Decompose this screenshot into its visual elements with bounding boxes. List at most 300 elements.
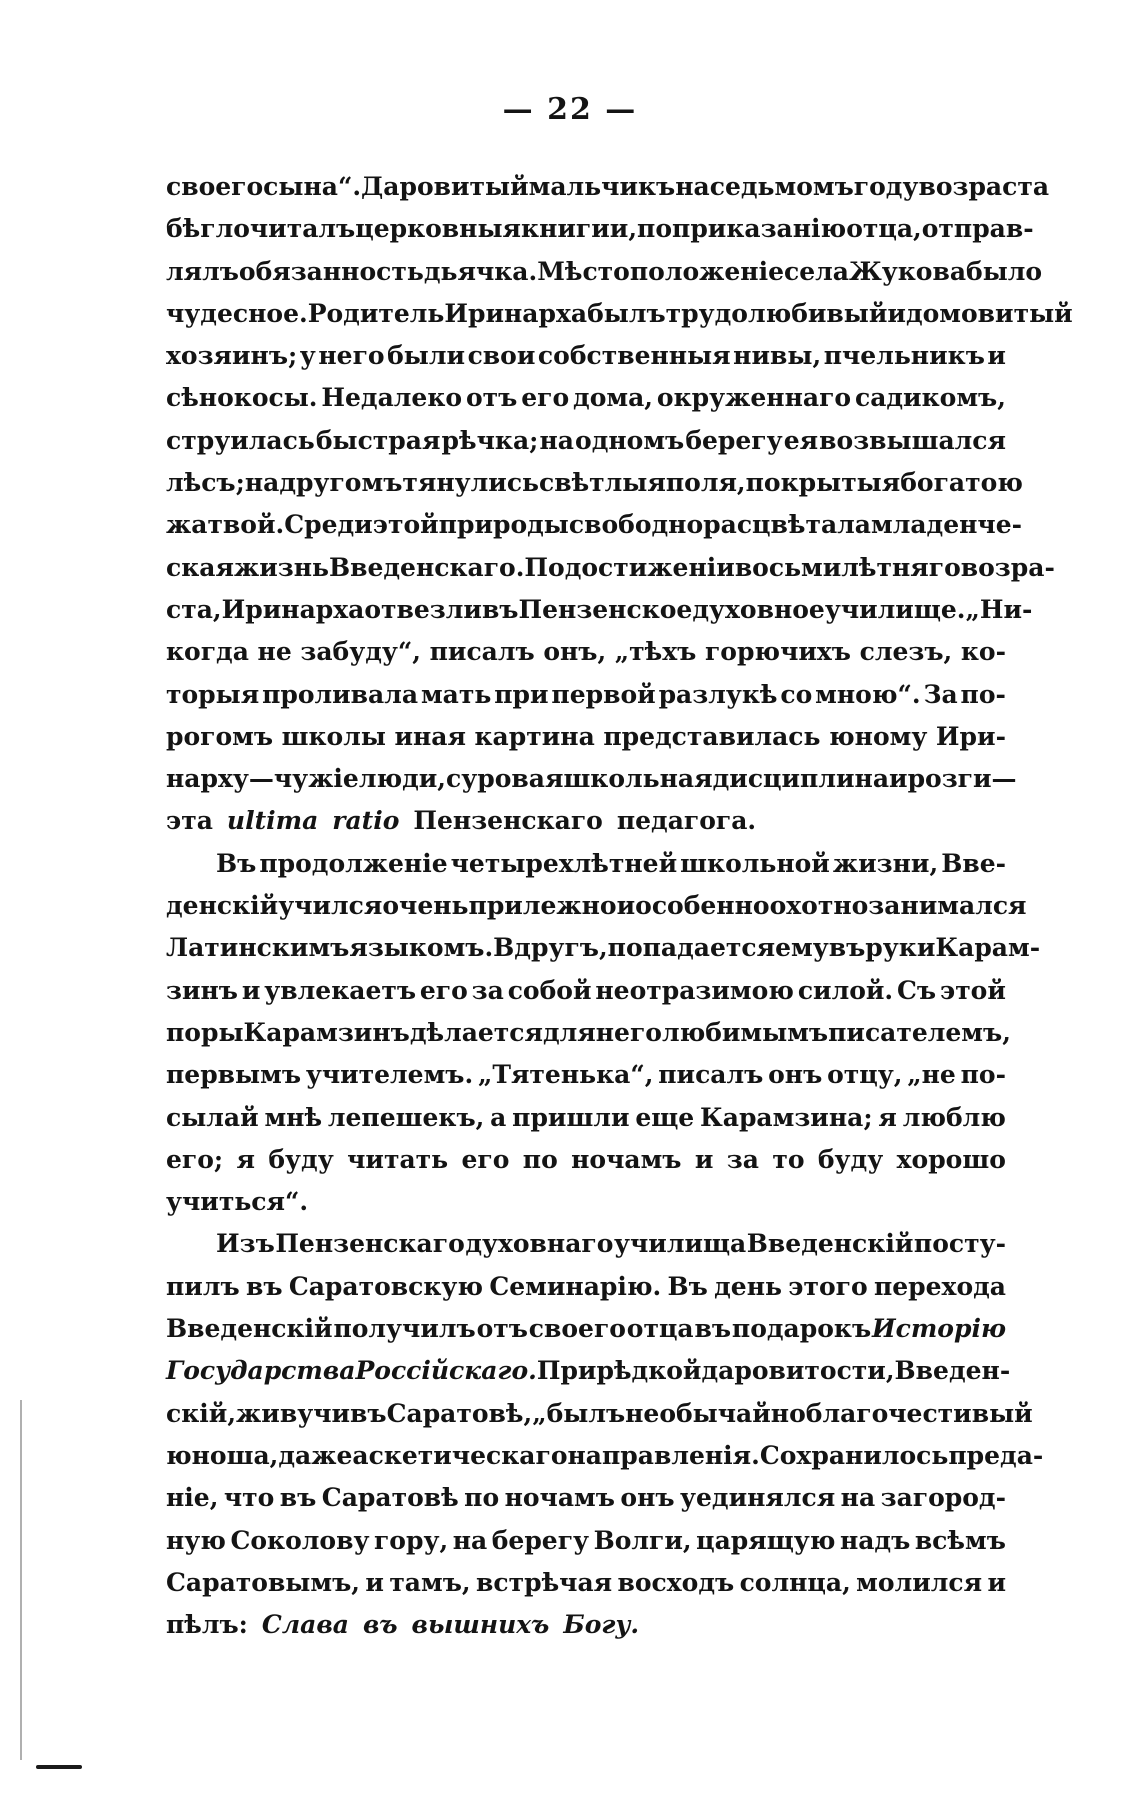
word: въ xyxy=(362,1610,398,1640)
word: Пензенское xyxy=(518,594,693,624)
word: юноша, xyxy=(166,1440,279,1470)
word: по- xyxy=(960,679,1006,709)
text-line xyxy=(166,547,1055,589)
word: читать xyxy=(347,1144,449,1174)
word: въ xyxy=(828,933,866,963)
word: загород- xyxy=(880,1483,1006,1513)
word: дѣлается xyxy=(409,1017,543,1047)
word: что xyxy=(223,1483,275,1513)
text-line xyxy=(166,1012,1011,1054)
word: лепешекъ, xyxy=(327,1102,485,1132)
word: преда- xyxy=(948,1440,1044,1470)
word: струилась xyxy=(166,425,315,455)
word: ночамъ xyxy=(504,1483,615,1513)
word: онъ xyxy=(620,1483,675,1513)
word: на xyxy=(840,1483,876,1513)
word: окруженнаго xyxy=(656,383,852,413)
word: церковныя xyxy=(355,214,522,244)
word: него xyxy=(595,1017,662,1047)
word: села xyxy=(783,256,849,286)
word: по xyxy=(464,1483,500,1513)
word: получилъ xyxy=(333,1314,476,1344)
word: его; xyxy=(166,1144,224,1174)
word: не xyxy=(257,637,292,667)
word: Иринарха xyxy=(221,594,365,624)
word: хозяинъ; xyxy=(166,341,298,371)
text-line xyxy=(166,1562,1006,1604)
word: Ири- xyxy=(935,721,1006,751)
word: Мѣстоположеніе xyxy=(537,256,784,286)
word: Съ xyxy=(897,975,937,1005)
word: его xyxy=(461,1144,510,1174)
word: быстрая xyxy=(315,425,441,455)
word: денскій xyxy=(166,891,279,921)
word: Саратовскую xyxy=(288,1271,484,1301)
word: первымъ xyxy=(166,1060,302,1090)
word: возра- xyxy=(960,552,1055,582)
word: писалъ xyxy=(429,637,535,667)
word: поры xyxy=(166,1017,244,1047)
word: отъ xyxy=(465,383,518,413)
word: у xyxy=(299,341,316,371)
text-line xyxy=(166,589,1033,631)
word: ночамъ xyxy=(571,1144,682,1174)
word: со xyxy=(780,679,813,709)
word: перехода xyxy=(873,1271,1006,1301)
word: ста, xyxy=(166,594,222,624)
text-line xyxy=(166,293,1073,335)
word: приказанію xyxy=(672,214,847,244)
word: въ xyxy=(245,1271,283,1301)
word: вышнихъ xyxy=(411,1610,550,1640)
word: Саратовымъ, xyxy=(166,1567,360,1597)
word: этого xyxy=(788,1271,868,1301)
word: Введен- xyxy=(894,1356,1011,1386)
word: Богу. xyxy=(563,1610,640,1640)
word: зинъ xyxy=(166,975,238,1005)
word: садикомъ, xyxy=(854,383,1006,413)
word: книги xyxy=(521,214,610,244)
word: „Ни- xyxy=(965,594,1033,624)
word: учиться“. xyxy=(166,1187,309,1217)
word: отца xyxy=(626,1314,694,1344)
word: нарху—чужіе xyxy=(166,764,359,794)
word: и xyxy=(616,891,636,921)
text-line xyxy=(166,166,1050,208)
word: за xyxy=(726,1144,759,1174)
word: особенно xyxy=(635,891,770,921)
word: его xyxy=(521,383,570,413)
word: подарокъ xyxy=(731,1314,872,1344)
word: Карам- xyxy=(935,933,1041,963)
word: посту- xyxy=(913,1229,1006,1259)
word: солнца, xyxy=(739,1567,851,1597)
word: Государства xyxy=(166,1356,356,1386)
word: жатвой. xyxy=(166,510,285,540)
word: Введенскій xyxy=(166,1314,333,1344)
word: за xyxy=(471,975,504,1005)
word: Среди xyxy=(284,510,373,540)
paragraph-2 xyxy=(166,843,1041,1224)
text-line xyxy=(166,1350,1011,1392)
word: буду xyxy=(268,1144,334,1174)
word: одномъ xyxy=(575,425,685,455)
word: Недалеко xyxy=(321,383,463,413)
word: Соколову xyxy=(230,1525,370,1555)
word: училище. xyxy=(824,594,966,624)
word: свѣтлыя xyxy=(539,468,666,498)
word: въ xyxy=(481,594,519,624)
text-line xyxy=(166,1435,1044,1477)
word: „тѣхъ xyxy=(614,637,697,667)
word: онъ xyxy=(768,1060,823,1090)
word: силой. xyxy=(797,975,894,1005)
word: въ xyxy=(279,1483,317,1513)
text-line xyxy=(166,1139,1006,1181)
text-line xyxy=(166,758,1017,800)
word: Вдругъ, xyxy=(493,933,608,963)
word: По xyxy=(524,552,565,582)
page-number: — 22 — xyxy=(502,92,638,127)
word: „Тятенька“, xyxy=(477,1060,654,1090)
paragraph-3 xyxy=(166,1223,1044,1646)
word: своего xyxy=(166,172,264,201)
word: аскетическаго xyxy=(352,1440,568,1470)
word: мальчикъ xyxy=(528,172,676,201)
word: было xyxy=(966,256,1043,286)
word: скій, xyxy=(166,1398,237,1428)
word: Пензенскаго xyxy=(413,806,603,836)
word: Латинскимъ xyxy=(166,933,350,963)
word: Саратовѣ, xyxy=(386,1398,533,1428)
word: ская xyxy=(166,552,234,582)
word: языкомъ. xyxy=(349,933,494,963)
word: ея xyxy=(783,425,819,455)
word: восходъ xyxy=(617,1567,735,1597)
word: мною“. xyxy=(815,679,921,709)
text-line xyxy=(166,1181,1006,1223)
word: чудесное. xyxy=(166,298,308,328)
word: учителемъ. xyxy=(305,1060,474,1090)
word: отцу, xyxy=(827,1060,903,1090)
word: свои xyxy=(467,341,536,371)
word: Въ xyxy=(216,848,257,878)
word: первой xyxy=(551,679,656,709)
word: пѣлъ: xyxy=(166,1610,248,1640)
word: сѣнокосы. xyxy=(166,383,318,413)
word: рогомъ xyxy=(166,721,274,751)
word: „былъ xyxy=(532,1398,626,1428)
text-line xyxy=(166,1308,1006,1350)
word: я xyxy=(236,1144,255,1174)
edge-mark xyxy=(36,1765,82,1769)
text-line xyxy=(166,716,1006,758)
word: представилась xyxy=(603,721,821,751)
word: Даровитый xyxy=(361,172,529,201)
text-line xyxy=(166,1477,1006,1519)
word: даровитости, xyxy=(701,1356,895,1386)
word: надъ xyxy=(839,1525,911,1555)
word: Волги, xyxy=(593,1525,692,1555)
word: школьной xyxy=(680,848,830,878)
text-line xyxy=(166,420,1006,462)
word: Россійскаго. xyxy=(355,1356,537,1386)
word: на xyxy=(539,425,574,455)
paragraph-1 xyxy=(166,166,1073,843)
word: а xyxy=(490,1102,507,1132)
word: направленія. xyxy=(567,1440,760,1470)
text-line xyxy=(166,1223,1006,1265)
word: попадается xyxy=(607,933,776,963)
word: младенче- xyxy=(870,510,1022,540)
text-line xyxy=(166,800,1006,842)
word: Введенскаго. xyxy=(328,552,525,582)
word: живучи xyxy=(236,1398,351,1428)
word: году xyxy=(853,172,919,201)
word: мнѣ xyxy=(264,1102,323,1132)
word: хорошо xyxy=(896,1144,1006,1174)
word: Введенскій xyxy=(746,1229,914,1259)
text-line xyxy=(166,1604,1006,1646)
word: когда xyxy=(166,637,249,667)
word: по- xyxy=(960,1060,1006,1090)
word: Семинарію. xyxy=(489,1271,662,1301)
text-line xyxy=(166,843,1006,885)
word: я xyxy=(878,1102,897,1132)
word: При xyxy=(536,1356,597,1386)
word: Слава xyxy=(261,1610,349,1640)
word: онъ, xyxy=(543,637,607,667)
word: и xyxy=(365,1567,384,1597)
word: Изъ xyxy=(216,1229,275,1259)
word: него xyxy=(318,341,385,371)
word: писателемъ, xyxy=(828,1017,1011,1047)
word: отправ- xyxy=(921,214,1034,244)
word: занимался xyxy=(868,891,1027,921)
word: на xyxy=(675,172,710,201)
word: покрытыя xyxy=(745,468,901,498)
word: очень xyxy=(382,891,469,921)
word: Карамзина; xyxy=(700,1102,873,1132)
word: нивы, xyxy=(733,341,822,371)
word: руки xyxy=(865,933,936,963)
word: обязанность xyxy=(238,256,424,286)
word: по xyxy=(637,214,673,244)
word: дисциплина xyxy=(712,764,890,794)
word: „не xyxy=(907,1060,956,1090)
word: и xyxy=(987,1567,1006,1597)
word: то xyxy=(772,1144,805,1174)
word: тянулись xyxy=(402,468,540,498)
word: Жукова xyxy=(848,256,967,286)
page-gutter-line xyxy=(20,1400,22,1760)
word: мать xyxy=(420,679,492,709)
word: Пензенскаго xyxy=(275,1229,465,1259)
word: этой xyxy=(939,975,1006,1005)
word: отъ xyxy=(476,1314,528,1344)
body-text xyxy=(166,166,1073,1646)
word: дьячка. xyxy=(423,256,538,286)
word: ultima xyxy=(226,806,319,836)
text-line xyxy=(166,251,1043,293)
word: читалъ xyxy=(249,214,356,244)
word: картина xyxy=(474,721,595,751)
word: разлукѣ xyxy=(658,679,778,709)
word: гору, xyxy=(373,1525,449,1555)
word: Карамзинъ xyxy=(243,1017,410,1047)
word: эта xyxy=(166,806,213,836)
word: пчельникъ xyxy=(823,341,985,371)
word: его xyxy=(419,975,468,1005)
word: ratio xyxy=(332,806,400,836)
word: и xyxy=(887,298,906,328)
word: былъ xyxy=(587,298,666,328)
word: суровая xyxy=(446,764,564,794)
word: Сохранилось xyxy=(759,1440,949,1470)
text-line xyxy=(166,970,1006,1012)
word: люди, xyxy=(358,764,447,794)
word: Исторію xyxy=(872,1314,1006,1344)
word: на xyxy=(452,1525,488,1555)
word: даже xyxy=(278,1440,353,1470)
word: этой xyxy=(372,510,439,540)
word: свободно xyxy=(568,510,704,540)
word: молился xyxy=(856,1567,983,1597)
word: ему xyxy=(775,933,829,963)
word: Иринарха xyxy=(444,298,588,328)
word: день xyxy=(714,1271,782,1301)
text-line xyxy=(166,631,1006,673)
word: училища xyxy=(613,1229,747,1259)
word: поля, xyxy=(665,468,746,498)
word: уединялся xyxy=(680,1483,836,1513)
word: собственныя xyxy=(537,341,731,371)
word: трудолюбивый xyxy=(665,298,888,328)
word: прилежно xyxy=(468,891,617,921)
text-line xyxy=(166,1097,1006,1139)
word: домовитый xyxy=(905,298,1073,328)
text-line xyxy=(166,335,1006,377)
word: пилъ xyxy=(166,1271,240,1301)
word: За xyxy=(923,679,958,709)
word: писалъ xyxy=(658,1060,764,1090)
word: продолженіе xyxy=(259,848,448,878)
word: своего xyxy=(528,1314,626,1344)
word: были xyxy=(387,341,466,371)
word: увлекаетъ xyxy=(264,975,417,1005)
word: торыя xyxy=(166,679,260,709)
word: царящую xyxy=(696,1525,836,1555)
text-line xyxy=(166,1054,1006,1096)
word: еще xyxy=(635,1102,695,1132)
word: возраста xyxy=(918,172,1050,201)
text-line xyxy=(166,504,1022,546)
word: учился xyxy=(278,891,383,921)
word: сына“. xyxy=(263,172,362,201)
word: отца, xyxy=(846,214,922,244)
word: и xyxy=(889,764,908,794)
word: природы xyxy=(438,510,569,540)
word: жизнь xyxy=(233,552,329,582)
word: Саратовѣ xyxy=(321,1483,459,1513)
word: школы xyxy=(281,721,386,751)
word: четырехлѣтней xyxy=(450,848,678,878)
word: ніе, xyxy=(166,1483,219,1513)
word: жизни, xyxy=(832,848,939,878)
word: расцвѣтала xyxy=(703,510,871,540)
text-line xyxy=(166,377,1006,419)
word: берегу xyxy=(685,425,783,455)
word: дома, xyxy=(573,383,653,413)
word: лялъ xyxy=(166,256,239,286)
word: возвышался xyxy=(819,425,1006,455)
word: пришли xyxy=(512,1102,630,1132)
word: седьмомъ xyxy=(709,172,854,201)
word: тамъ, xyxy=(389,1567,471,1597)
word: отвезли xyxy=(364,594,482,624)
text-line xyxy=(166,1266,1006,1308)
word: богатою xyxy=(900,468,1023,498)
word: и xyxy=(694,1144,714,1174)
word: всѣмъ xyxy=(914,1525,1006,1555)
word: лѣсъ; xyxy=(166,468,245,498)
word: восьмилѣтняго xyxy=(734,552,961,582)
word: педагога. xyxy=(616,806,757,836)
word: Вве- xyxy=(941,848,1006,878)
text-line xyxy=(166,1520,1006,1562)
word: люблю xyxy=(902,1102,1006,1132)
word: и xyxy=(241,975,261,1005)
word: духовное xyxy=(692,594,825,624)
word: неотразимою xyxy=(595,975,794,1005)
word: и, xyxy=(609,214,638,244)
word: забуду“, xyxy=(300,637,421,667)
word: достиженіи xyxy=(564,552,735,582)
word: на xyxy=(244,468,280,498)
word: ную xyxy=(166,1525,226,1555)
text-line xyxy=(166,462,1023,504)
text-line xyxy=(166,885,1027,927)
word: горючихъ xyxy=(704,637,851,667)
word: въ xyxy=(350,1398,387,1428)
word: встрѣчая xyxy=(476,1567,613,1597)
word: ко- xyxy=(960,637,1006,667)
text-line xyxy=(166,674,1006,716)
word: другомъ xyxy=(279,468,403,498)
word: и xyxy=(987,341,1006,371)
word: школьная xyxy=(563,764,713,794)
word: юному xyxy=(829,721,928,751)
word: розги— xyxy=(907,764,1017,794)
word: буду xyxy=(817,1144,884,1174)
word: Родитель xyxy=(307,298,445,328)
text-line xyxy=(166,1393,1033,1435)
word: сылай xyxy=(166,1102,259,1132)
text-line xyxy=(166,208,1034,250)
word: проливала xyxy=(262,679,419,709)
word: берегу xyxy=(491,1525,590,1555)
word: иная xyxy=(394,721,466,751)
word: для xyxy=(542,1017,596,1047)
word: собой xyxy=(507,975,592,1005)
word: Въ xyxy=(667,1271,708,1301)
word: по xyxy=(522,1144,558,1174)
word: благочестивый xyxy=(805,1398,1033,1428)
word: необычайно xyxy=(625,1398,806,1428)
word: любимымъ xyxy=(661,1017,829,1047)
text-line xyxy=(166,927,1041,969)
word: рѣдкой xyxy=(596,1356,702,1386)
